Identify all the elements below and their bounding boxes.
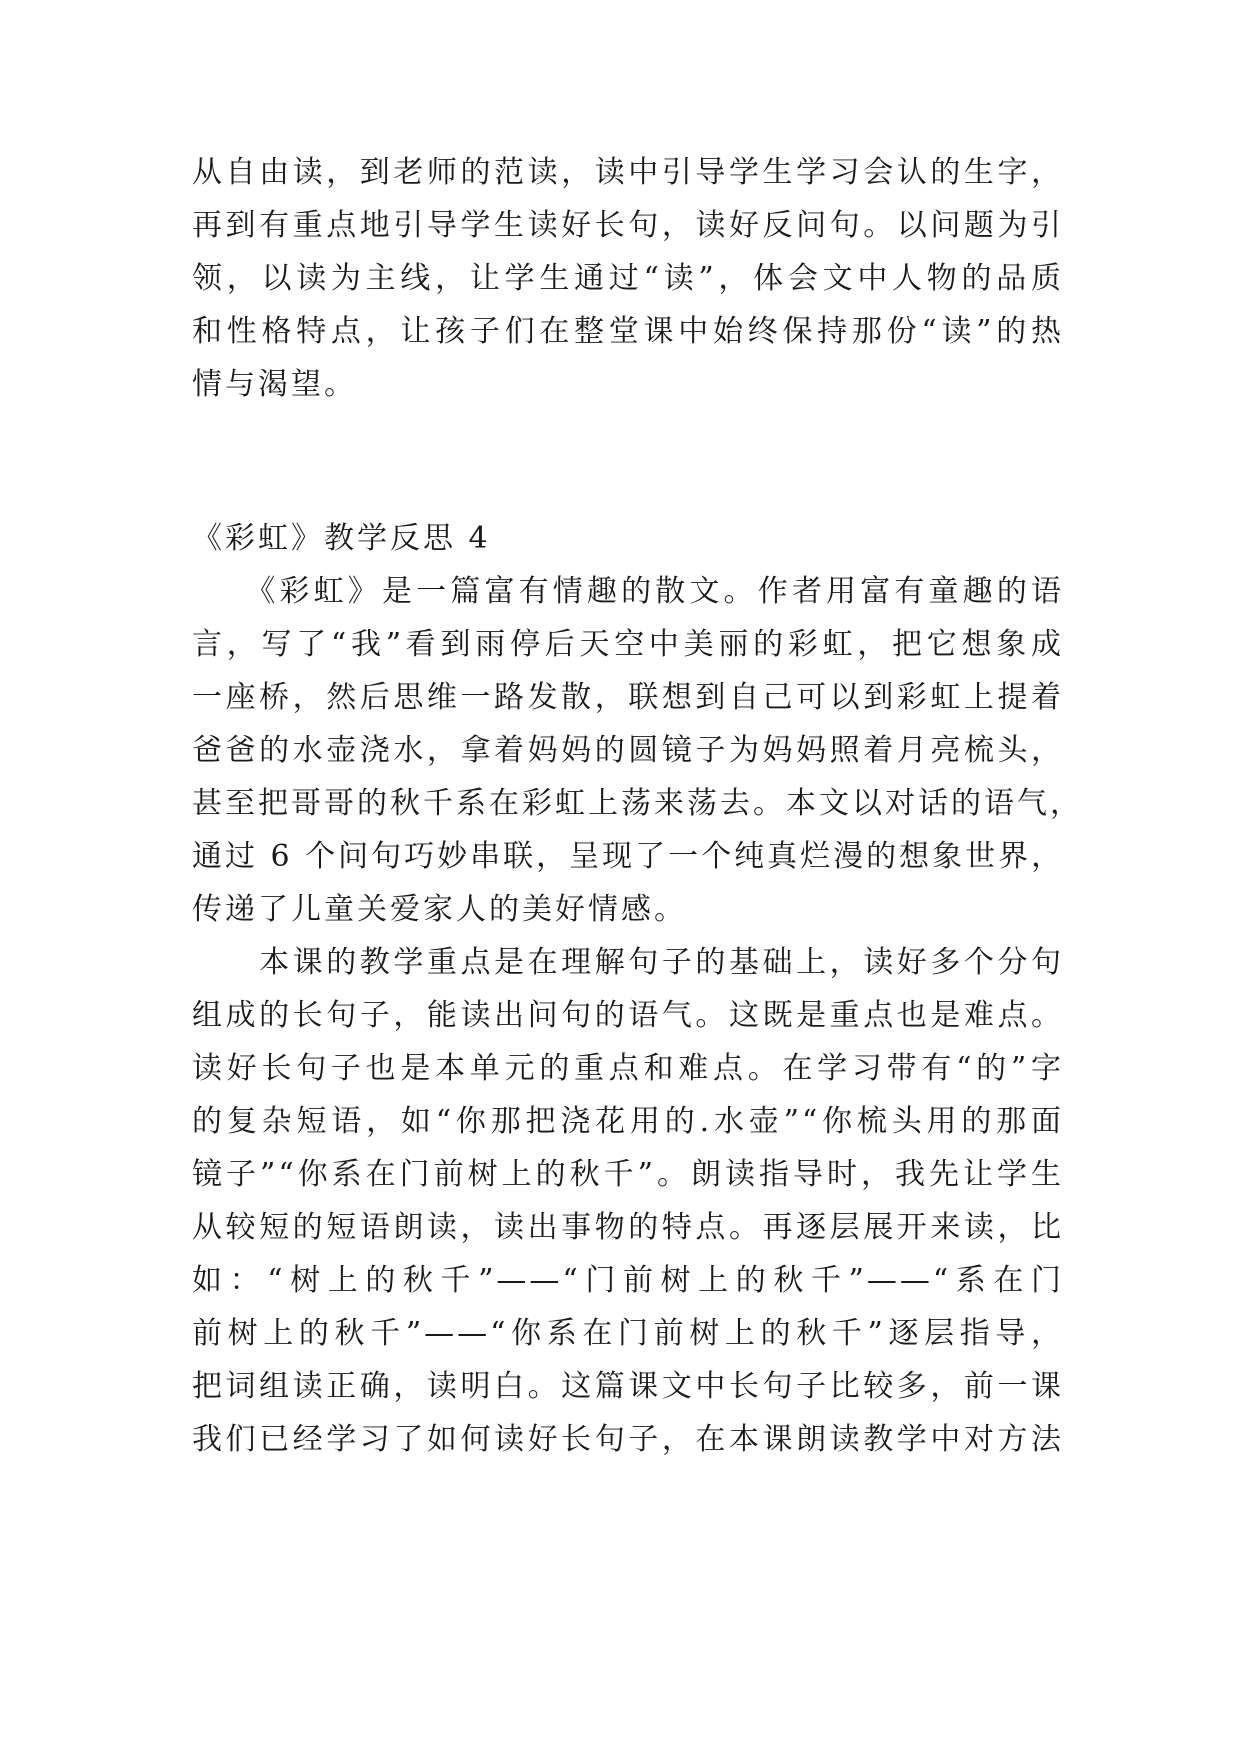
paragraph-1 <box>192 565 1083 936</box>
continued-paragraph <box>192 146 1064 411</box>
text-line: 从自由读，到老师的范读，读中引导学生学习会认的生字， <box>192 155 1064 190</box>
text-line: 从较短的短语朗读，读出事物的特点。再逐层展开来读，比 <box>192 1210 1064 1245</box>
text-line: 的复杂短语，如“你那把浇花用的.水壶”“你梳头用的那面 <box>192 1104 1064 1139</box>
text-line: 如：“树上的秋千”——“门前树上的秋千”——“系在门 <box>192 1263 1064 1298</box>
text-line: 本课的教学重点是在理解句子的基础上，读好多个分句 <box>192 945 1064 980</box>
text-line: 甚至把哥哥的秋千系在彩虹上荡来荡去。本文以对话的语气， <box>192 786 1083 821</box>
text-line: 读好长句子也是本单元的重点和难点。在学习带有“的”字 <box>192 1051 1064 1086</box>
text-line: 一座桥，然后思维一路发散，联想到自己可以到彩虹上提着 <box>192 680 1064 715</box>
text-line: 把词组读正确，读明白。这篇课文中长句子比较多，前一课 <box>192 1369 1064 1404</box>
text-line: 我们已经学习了如何读好长句子，在本课朗读教学中对方法 <box>192 1422 1064 1457</box>
text-line: 言，写了“我”看到雨停后天空中美丽的彩虹，把它想象成 <box>192 627 1064 662</box>
text-line: 爸爸的水壶浇水，拿着妈妈的圆镜子为妈妈照着月亮梳头， <box>192 733 1064 768</box>
text-line: 领，以读为主线，让学生通过“读”，体会文中人物的品质 <box>192 261 1064 296</box>
text-line: 传递了儿童关爱家人的美好情感。 <box>192 892 687 927</box>
text-line: 再到有重点地引导学生读好长句，读好反问句。以问题为引 <box>192 208 1064 243</box>
section-heading: 《彩虹》教学反思 4 <box>192 521 491 556</box>
text-line: 《彩虹》是一篇富有情趣的散文。作者用富有童趣的语 <box>192 574 1064 609</box>
text-line: 镜子”“你系在门前树上的秋千”。朗读指导时，我先让学生 <box>192 1157 1064 1192</box>
text-line: 情与渴望。 <box>192 367 357 402</box>
text-line: 组成的长句子，能读出问句的语气。这既是重点也是难点。 <box>192 998 1064 1033</box>
text-line: 通过 6 个问句巧妙串联，呈现了一个纯真烂漫的想象世界， <box>192 839 1065 874</box>
text-line: 和性格特点，让孩子们在整堂课中始终保持那份“读”的热 <box>192 314 1064 349</box>
paragraph-2 <box>192 936 1064 1466</box>
text-line: 前树上的秋千”——“你系在门前树上的秋千”逐层指导， <box>192 1316 1064 1351</box>
